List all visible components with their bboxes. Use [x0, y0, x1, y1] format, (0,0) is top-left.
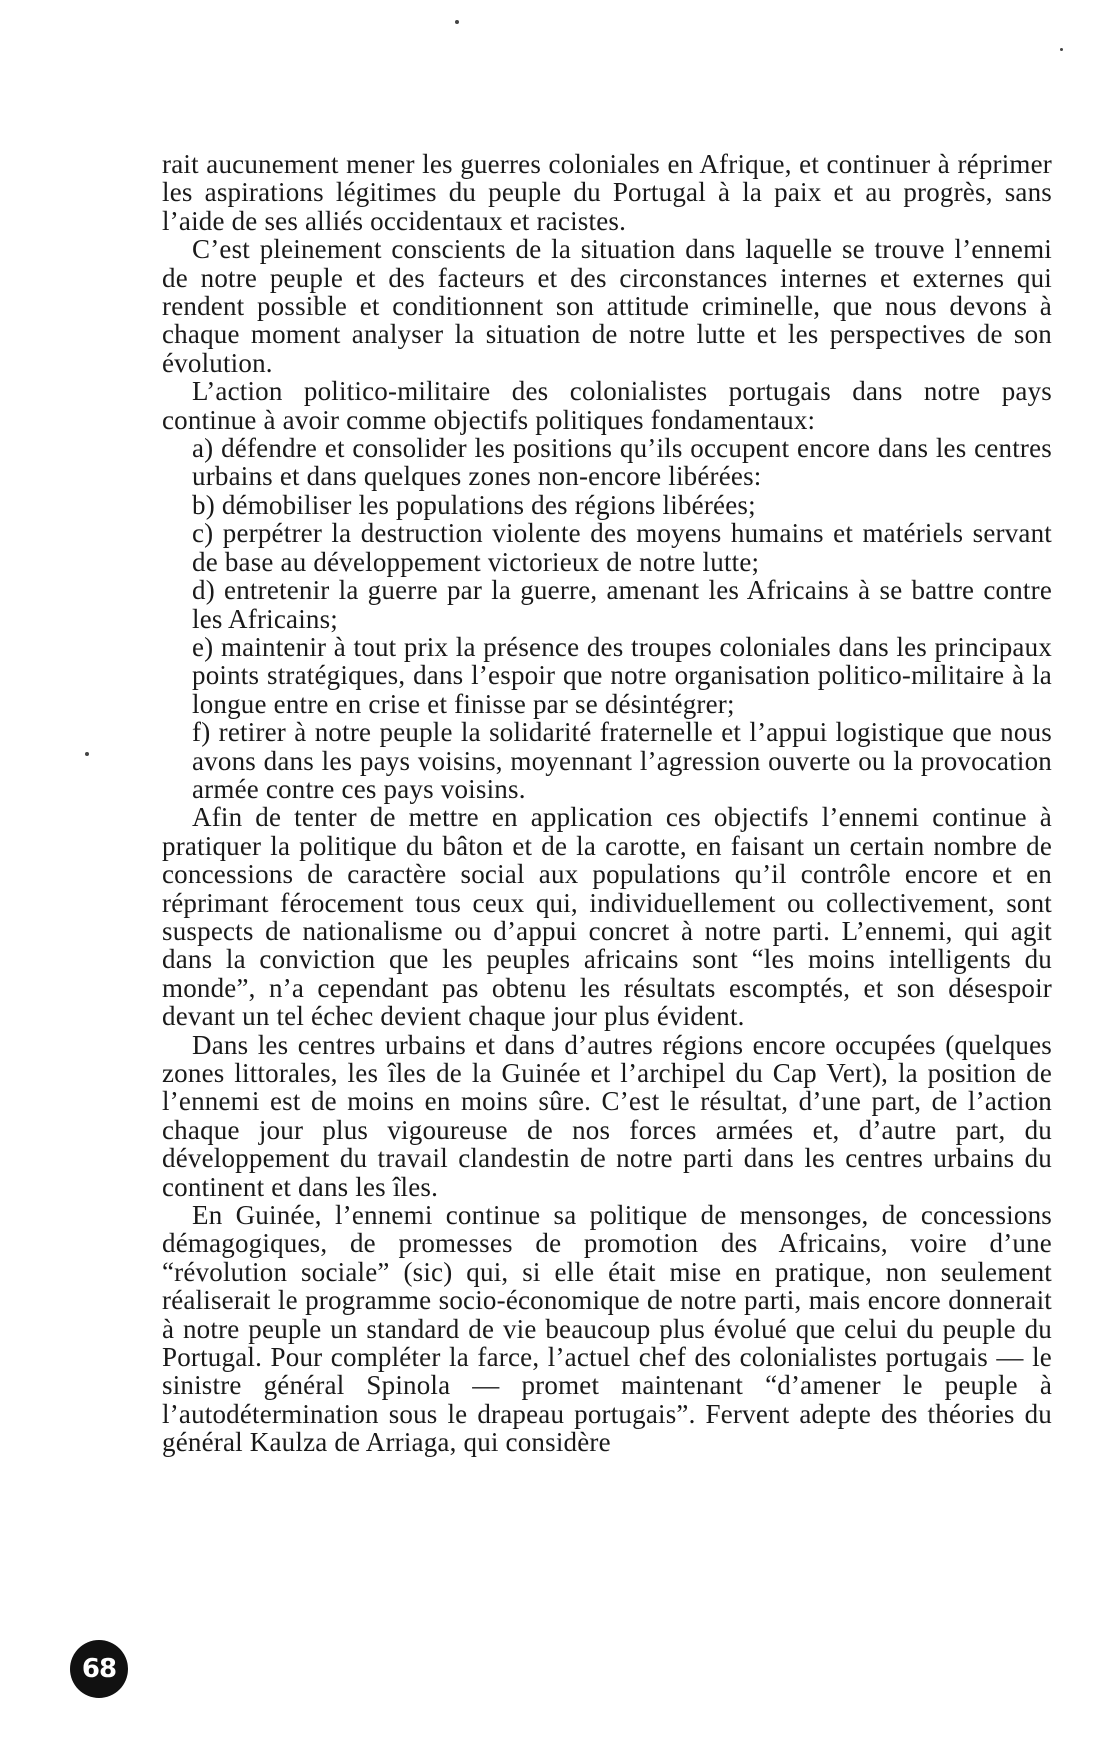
list-item: e) maintenir à tout prix la présence des troupes coloniales dans les principaux points stratégiques, dans l’espoir que notre organisation politico-militaire à la longue entre en crise et finisse par se désintégrer;	[192, 631, 1052, 719]
paragraph: Dans les centres urbains et dans d’autres régions encore occupées (quelques zones littorales, les îles de la Guinée et l’archipel du Cap Vert), la position de l’ennemi est de moins en moins sûre. C’est le résultat, d’une part, de l’action chaque jour plus vigoureuse de nos forces armées et, d’autre part, du développement du travail clandestin de notre parti dans les centres urbains du continent et dans les îles.	[162, 1029, 1052, 1202]
list-item: d) entretenir la guerre par la guerre, amenant les Africains à se battre contre les Africains;	[192, 575, 1052, 634]
body-text	[162, 150, 1052, 1457]
list-item: c) perpétrer la destruction violente des moyens humains et matériels servant de base au développement victorieux de notre lutte;	[192, 518, 1052, 577]
scan-speck	[85, 752, 89, 756]
paragraph: Afin de tenter de mettre en application ces objectifs l’ennemi continue à pratiquer la politique du bâton et de la carotte, en faisant un certain nombre de concessions de caractère social aux populations qu’il contrôle encore et en réprimant férocement tous ceux qui, individuellement ou collectivement, sont suspects de nationalisme ou d’appui concret à notre parti. L’ennemi, qui agit dans la conviction que les peuples africains sont “les moins intelligents du monde”, n’a cependant pas obtenu les résultats escomptés, et son désespoir devant un tel échec devient chaque jour plus évident.	[162, 802, 1052, 1032]
paragraph: En Guinée, l’ennemi continue sa politique de mensonges, de concessions démagogiques, de promesses de promotion des Africains, voire d’une “révolution sociale” (sic) qui, si elle était mise en pratique, non seulement réaliserait le programme socio-économique de notre parti, mais encore donnerait à notre peuple un standard de vie beaucoup plus évolué que celui du peuple du Portugal. Pour compléter la farce, l’actuel chef des colonialistes portugais — le sinistre général Spinola — promet maintenant “d’amener le peuple à l’autodétermination sous le drapeau portugais”. Fervent adepte des théories du général Kaulza de Arriaga, qui considère	[162, 1200, 1052, 1458]
scan-speck	[1060, 48, 1063, 51]
list-item: f) retirer à notre peuple la solidarité fraternelle et l’appui logistique que nous avons dans les pays voisins, moyennant l’agression ouverte ou la provocation armée contre ces pays voisins.	[192, 717, 1052, 804]
paragraph: rait aucunement mener les guerres coloniales en Afrique, et continuer à réprimer les aspirations légitimes du peuple du Portugal à la paix et au progrès, sans l’aide de ses alliés occidentaux et racistes.	[162, 149, 1052, 236]
paragraph: C’est pleinement conscients de la situation dans laquelle se trouve l’ennemi de notre peuple et des facteurs et des circonstances internes et externes qui rendent possible et conditionnent son attitude criminelle, que nous devons à chaque moment analyser la situation de notre lutte et les perspectives de son évolution.	[162, 234, 1052, 378]
list-item: a) défendre et consolider les positions qu’ils occupent encore dans les centres urbains et dans quelques zones non-encore libérées:	[192, 433, 1052, 492]
paragraph: L’action politico-militaire des colonialistes portugais dans notre pays continue à avoir comme objectifs politiques fondamentaux:	[162, 376, 1052, 435]
list-item: b) démobiliser les populations des régions libérées;	[192, 489, 756, 520]
page-number: 68	[70, 1640, 128, 1698]
scan-speck	[455, 20, 459, 24]
